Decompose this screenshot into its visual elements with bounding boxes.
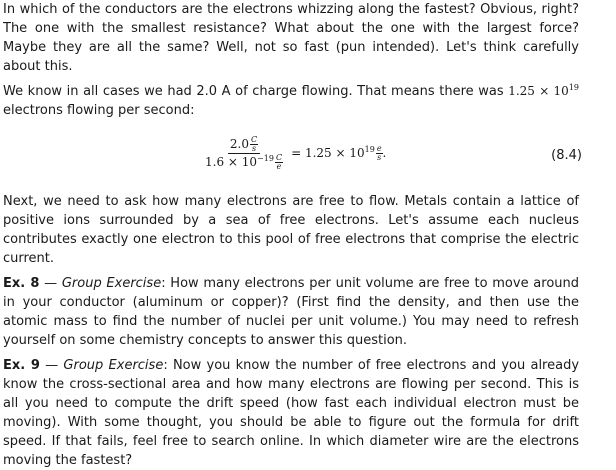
equation-rhs: = $1.25 \times 10^{19}$ $\frac{e}{s}$ . xyxy=(291,144,387,162)
equation-numerator: 2.0 $\frac{C}{s}$ xyxy=(228,136,260,154)
exercise-9-heading: Ex. 9 xyxy=(3,358,40,373)
document-page xyxy=(3,0,582,470)
exercise-8-heading: Ex. 8 xyxy=(3,276,40,291)
charge-math: $1.25 \times 10^{19}$ xyxy=(508,83,580,98)
exercise-9-label: Group Exercise xyxy=(63,358,164,373)
exercise-8-text: : How many electrons per unit volume are free to move around in your conductor (aluminum or copper)? (First find the density, and then use the atomic mass to find the number of nuclei per unit volume.) You may need to refresh yourself on some chemistry concepts to answer this question. xyxy=(3,276,580,348)
charge-text-pre: We know in all cases we had 2.0 A of charge flowing. That means there was xyxy=(3,84,509,99)
charge-text-post: electrons flowing per second: xyxy=(3,103,195,118)
exercise-8: Ex. 8 — Group Exercise: How many electrons per unit volume are free to move around in your conductor (aluminum or copper)? (First find the density, and then use the atomic mass to find the number of nuclei per unit volume.) You may need to refresh yourself on some chemistry concepts to answer this question. xyxy=(3,276,580,348)
free-electrons-paragraph: Next, we need to ask how many electrons are free to flow. Metals contain a lattice of positive ions surrounded by a sea of free electrons. Let's assume each nucleus contributes exactly one electron to this pool of free electrons that comprise the electric current. xyxy=(3,194,579,266)
exercise-9-text: : Now you know the number of free electrons and you already know the cross-sectional area and how many electrons are flowing per second. This is all you need to compute the drift speed (how fast each individual electron must be moving). With some thought, you should be able to figure out the formula for drift speed. If that fails, feel free to search online. In which diameter wire are the electrons moving the fastest? xyxy=(3,358,580,468)
equation-8-4 xyxy=(3,130,582,180)
exercise-9: Ex. 9 — Group Exercise: Now you know the number of free electrons and you already know the cross-sectional area and how many electrons are flowing per second. This is all you need to compute the drift speed (how fast each individual electron must be moving). With some thought, you should be able to figure out the formula for drift speed. If that fails, feel free to search online. In which diameter wire are the electrons moving the fastest? xyxy=(3,358,580,468)
equation-denominator: $1.6 \times 10^{-19}$ $\frac{C}{e}$ xyxy=(205,153,283,171)
charge-paragraph xyxy=(3,82,579,120)
exercise-8-label: Group Exercise xyxy=(61,276,162,291)
equation-number: (8.4) xyxy=(551,148,582,163)
equation-fraction xyxy=(203,136,285,171)
intro-paragraph: In which of the conductors are the electrons whizzing along the fastest? Obvious, right? The one with the smallest resistance? What about the one with the largest force? Maybe they are all the same? Well, not so fast (pun intended). Let's think carefully about this. xyxy=(3,2,579,74)
